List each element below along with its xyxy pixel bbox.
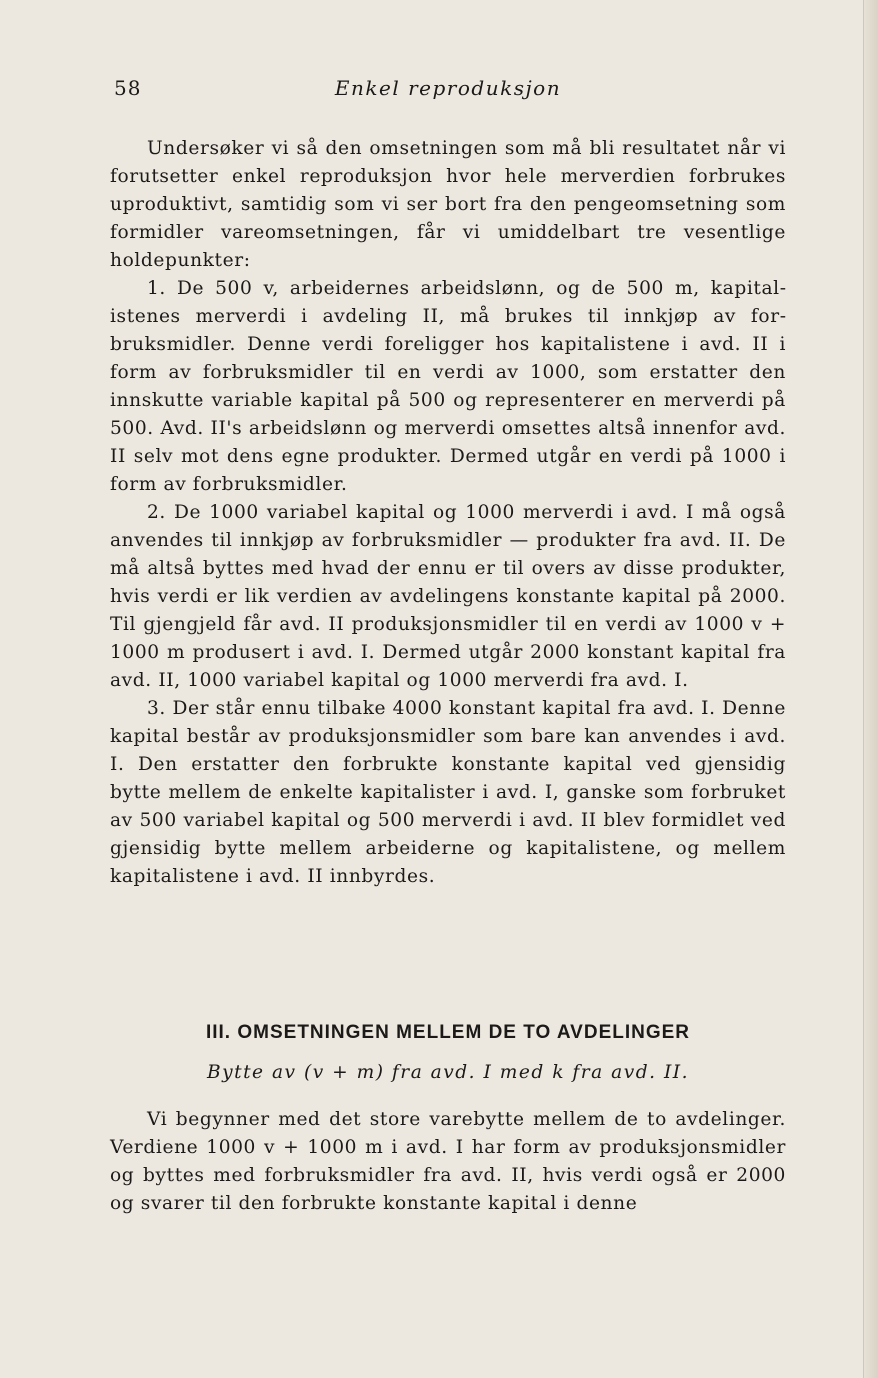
page-header xyxy=(110,76,786,106)
main-text xyxy=(110,135,786,891)
paragraph-point-3: 3. Der står ennu tilbake 4000 konstant kapital fra avd. I. Denne kapital består av produksjonsmidler som bare kan anvendes i avd. I. Den erstatter den forbrukte konstante kapital ved gjensidig bytte mellem de enkelte kapitalister i avd. I, ganske som forbruket av 500 variabel kapital og 500 merverdi i avd. II blev formidlet ved gjensidig bytte mellem arbeiderne og kapitalistene, og mellem kapitalistene i avd. II innbyrdes. xyxy=(110,698,786,887)
section-subtitle: Bytte av (v + m) fra avd. I med k fra avd. II. xyxy=(206,1062,690,1083)
paragraph-point-2: 2. De 1000 variabel kapital og 1000 merverdi i avd. I må også anvendes til innkjøp av forbruksmidler — produkter fra avd. II. De må altså byttes med hvad der ennu er til overs av disse produkter, hvis verdi er lik verdien av avdelingens konstante kapital på 2000. Til gjengjeld får avd. II produksjonsmidler til en verdi av 1000 v + 1000 m produsert i avd. I. Dermed utgår 2000 konstant kapital fra avd. II, 1000 variabel kapital og 1000 merverdi fra avd. I. xyxy=(110,502,786,691)
running-title: Enkel reproduksjon xyxy=(334,76,562,100)
page-number: 58 xyxy=(114,76,142,100)
paragraph-point-1: 1. De 500 v, arbeidernes arbeidslønn, og de 500 m, kapitalistenes merverdi i avdeling II, må brukes til innkjøp av forbruksmidler. Denne verdi foreligger hos kapitalistene i avd. II i form av forbruksmidler til en verdi av 1000, som erstatter den innskutte variable kapital på 500 og representerer en merverdi på 500. Avd. II's arbeidslønn og merverdi omsettes altså innenfor avd. II selv mot dens egne produkter. Dermed utgår en verdi på 1000 i form av forbruksmidler. xyxy=(110,278,786,495)
section-text xyxy=(110,1106,786,1218)
section-heading: III. OMSETNINGEN MELLEM DE TO AVDELINGER xyxy=(205,1022,691,1043)
page-edge xyxy=(863,0,878,1378)
section-paragraph: Vi begynner med det store varebytte mellem de to avdelinger. Verdiene 1000 v + 1000 m i avd. I har form av produksjonsmidler og byttes med forbruksmidler fra avd. II, hvis verdi også er 2000 og svarer til den forbrukte konstante kapital i denne xyxy=(110,1109,786,1214)
paragraph-intro: Undersøker vi så den omsetningen som må bli resultatet når vi forutsetter enkel reproduksjon hvor hele merverdien forbrukes uproduktivt, samtidig som vi ser bort fra den pengeomsetning som formidler vareomsetningen, får vi umiddelbart tre vesentlige holdepunkter: xyxy=(110,138,786,271)
